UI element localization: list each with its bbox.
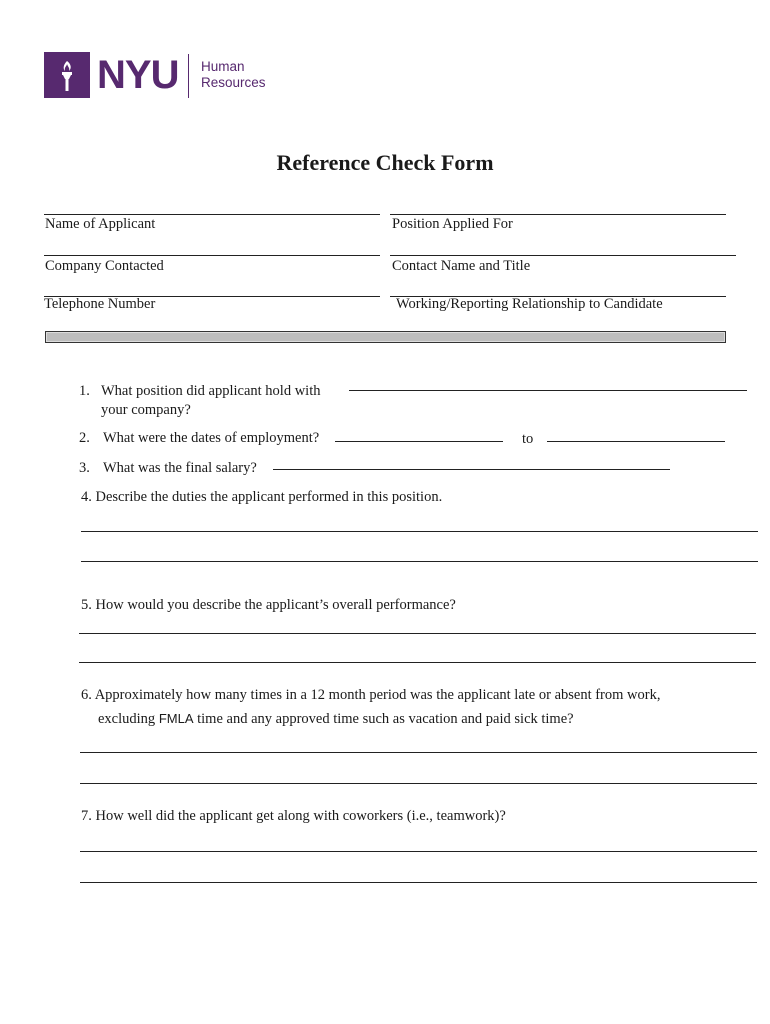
logo-divider (188, 54, 189, 98)
q3-text: What was the final salary? (103, 460, 257, 476)
q7-text: 7. How well did the applicant get along with coworkers (i.e., teamwork)? (81, 808, 506, 824)
q2-number: 2. (79, 430, 90, 446)
relationship-label: Working/Reporting Relationship to Candidate (396, 296, 663, 312)
q2-end-date-line[interactable] (547, 441, 725, 442)
q7-answer-line-2[interactable] (80, 882, 757, 883)
q6-text-pre: excluding (98, 711, 156, 727)
q5-answer-line-2[interactable] (79, 662, 756, 663)
q6-answer-line-2[interactable] (80, 783, 757, 784)
company-contacted-line[interactable] (44, 255, 380, 256)
q1-answer-line[interactable] (349, 390, 747, 391)
section-divider-bar (45, 331, 726, 343)
logo-subtitle-line1: Human (201, 59, 245, 74)
q3-answer-line[interactable] (273, 469, 670, 470)
telephone-label: Telephone Number (44, 296, 156, 312)
company-contacted-label: Company Contacted (45, 258, 164, 274)
q5-answer-line-1[interactable] (79, 633, 756, 634)
contact-name-label: Contact Name and Title (392, 258, 531, 274)
logo-wordmark: NYU (97, 53, 179, 97)
torch-icon (44, 52, 90, 98)
q1-number: 1. (79, 383, 90, 399)
q6-fmla: FMLA (158, 711, 194, 726)
q5-text: 5. How would you describe the applicant’s overall performance? (81, 597, 456, 613)
contact-name-line[interactable] (390, 255, 736, 256)
q2-to-label: to (522, 431, 534, 447)
name-of-applicant-label: Name of Applicant (45, 216, 156, 232)
q7-answer-line-1[interactable] (80, 851, 757, 852)
q1-text-line2: your company? (101, 402, 191, 418)
q4-answer-line-1[interactable] (81, 531, 758, 532)
position-applied-line[interactable] (390, 214, 726, 215)
q4-text: 4. Describe the duties the applicant performed in this position. (81, 489, 443, 505)
applicant-name-line[interactable] (44, 214, 380, 215)
logo-subtitle-line2: Resources (201, 75, 266, 90)
nyu-logo-torch (44, 52, 90, 98)
q1-text-line1: What position did applicant hold with (101, 383, 321, 399)
q3-number: 3. (79, 460, 90, 476)
q6-text-post: time and any approved time such as vacation and paid sick time? (197, 711, 574, 727)
page-title: Reference Check Form (276, 150, 494, 175)
q6-text-line2 (98, 709, 574, 729)
q2-text: What were the dates of employment? (103, 430, 320, 446)
q6-text-line1: 6. Approximately how many times in a 12 month period was the applicant late or absent from work, (81, 687, 661, 703)
q6-answer-line-1[interactable] (80, 752, 757, 753)
q4-answer-line-2[interactable] (81, 561, 758, 562)
position-applied-label: Position Applied For (392, 216, 513, 232)
logo-subtitle (201, 59, 266, 91)
q2-start-date-line[interactable] (335, 441, 503, 442)
